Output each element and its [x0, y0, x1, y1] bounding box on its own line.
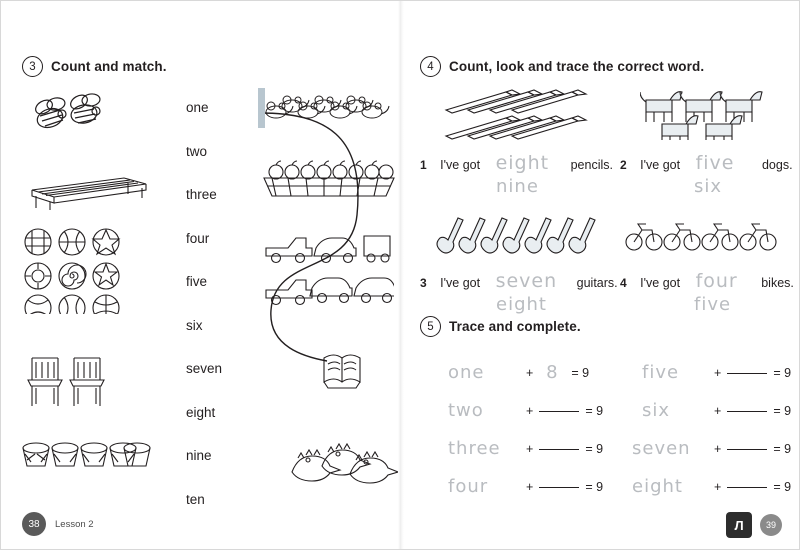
item-4-number: 4	[620, 276, 627, 290]
item-1-noun: pencils.	[570, 158, 613, 172]
word-ten[interactable]: ten	[186, 491, 205, 507]
exercise-5-header	[420, 316, 581, 337]
row-5-word[interactable]: five	[642, 362, 680, 383]
row-6-word[interactable]: six	[642, 400, 671, 421]
row-8-word[interactable]: eight	[632, 476, 683, 497]
word-four[interactable]: four	[186, 230, 210, 246]
row-2-equals: = 9	[585, 403, 604, 418]
item-1-word-correct[interactable]: eight	[495, 152, 550, 174]
mice-illustration	[258, 88, 398, 132]
row-1-equals: = 9	[571, 365, 590, 380]
word-five[interactable]: five	[186, 274, 208, 289]
exercise-5-left-row-2	[448, 400, 603, 421]
exercise-5-left-row-1	[448, 362, 589, 383]
row-3-word[interactable]: three	[448, 438, 501, 459]
exercise-5-right-row-4	[632, 476, 791, 497]
row-5-equals: = 9	[773, 365, 792, 380]
guitars-illustration	[432, 208, 598, 262]
exercise-4-title: Count, look and trace the correct word.	[449, 59, 705, 74]
exercise-3-number: 3	[22, 56, 43, 77]
item-4-word-wrong[interactable]: five	[694, 294, 732, 315]
item-1-number: 1	[420, 158, 427, 172]
item-2-word-correct[interactable]: five	[695, 152, 735, 174]
row-2-answer-blank[interactable]	[539, 410, 579, 412]
item-3-prefix: I've got	[440, 276, 481, 290]
chairs-illustration	[26, 350, 112, 412]
row-7-answer-blank[interactable]	[727, 448, 767, 450]
row-3-equals: = 9	[585, 441, 604, 456]
row-4-answer-blank[interactable]	[539, 486, 579, 488]
exercise-3-title: Count and match.	[51, 59, 167, 74]
row-8-answer-blank[interactable]	[727, 486, 767, 488]
row-6-answer-blank[interactable]	[727, 410, 767, 412]
apples-basket-illustration	[260, 160, 396, 200]
exercise-5-right-row-3	[632, 438, 791, 459]
row-1-answer[interactable]: 8	[546, 362, 559, 383]
bikes-illustration	[624, 212, 782, 260]
row-7-equals: = 9	[773, 441, 792, 456]
item-2-word-wrong[interactable]: six	[694, 176, 723, 197]
item-4-prefix: I've got	[640, 276, 681, 290]
drums-illustration	[20, 438, 160, 482]
row-6-equals: = 9	[773, 403, 792, 418]
right-page-number: 39	[760, 514, 782, 536]
item-3-number: 3	[420, 276, 427, 290]
row-8-plus: +	[714, 479, 722, 494]
row-5-plus: +	[714, 365, 722, 380]
word-six[interactable]: six	[186, 317, 203, 333]
item-2-prefix: I've got	[640, 158, 681, 172]
exercise-4-number: 4	[420, 56, 441, 77]
row-1-plus: +	[526, 365, 534, 380]
row-6-plus: +	[714, 403, 722, 418]
word-nine[interactable]: nine	[186, 448, 212, 463]
exercise-5-left-row-4	[448, 476, 603, 497]
word-eight[interactable]: eight	[186, 404, 216, 420]
item-4-word-correct[interactable]: four	[695, 270, 738, 292]
row-4-plus: +	[526, 479, 534, 494]
word-three[interactable]: three	[186, 187, 217, 202]
word-seven[interactable]: seven	[186, 361, 223, 376]
bees-illustration	[22, 90, 112, 138]
dogs-illustration	[640, 82, 786, 140]
row-8-equals: = 9	[773, 479, 792, 494]
publisher-logo: Л	[726, 512, 752, 538]
exercise-3-header	[22, 56, 167, 77]
item-4-noun: bikes.	[761, 276, 794, 290]
exercise-5-number: 5	[420, 316, 441, 337]
cars-illustration	[262, 228, 394, 306]
pencils-illustration	[444, 88, 594, 140]
exercise-4-item-3	[420, 270, 618, 292]
row-1-word[interactable]: one	[448, 362, 485, 383]
item-1-word-wrong[interactable]: nine	[496, 176, 539, 197]
word-two[interactable]: two	[186, 143, 208, 159]
item-3-word-correct[interactable]: seven	[495, 270, 558, 292]
row-4-word[interactable]: four	[448, 476, 489, 497]
row-3-plus: +	[526, 441, 534, 456]
balls-illustration	[20, 226, 140, 314]
crocodiles-illustration	[288, 438, 398, 486]
bench-illustration	[20, 168, 150, 210]
item-2-noun: dogs.	[761, 158, 793, 172]
book-illustration	[320, 348, 364, 390]
left-page-footer	[22, 512, 94, 536]
exercise-5-right-row-2	[642, 400, 791, 421]
row-7-plus: +	[714, 441, 722, 456]
left-page-number: 38	[22, 512, 46, 536]
exercise-4-item-2	[620, 152, 793, 174]
row-5-answer-blank[interactable]	[727, 372, 767, 374]
item-2-number: 2	[620, 158, 627, 172]
lesson-label: Lesson 2	[55, 518, 94, 530]
exercise-4-item-1	[420, 152, 613, 174]
page-gutter	[398, 0, 404, 550]
item-3-word-wrong[interactable]: eight	[496, 294, 547, 315]
right-page-footer	[726, 512, 782, 538]
exercise-4-header	[420, 56, 704, 77]
row-4-equals: = 9	[585, 479, 604, 494]
row-3-answer-blank[interactable]	[539, 448, 579, 450]
row-7-word[interactable]: seven	[632, 438, 691, 459]
word-one[interactable]: one	[186, 100, 209, 115]
item-3-noun: guitars.	[576, 276, 618, 290]
item-1-prefix: I've got	[440, 158, 481, 172]
row-2-word[interactable]: two	[448, 400, 484, 421]
exercise-5-title: Trace and complete.	[449, 319, 581, 334]
exercise-4-item-4	[620, 270, 794, 292]
exercise-5-right-row-1	[642, 362, 791, 383]
row-2-plus: +	[526, 403, 534, 418]
exercise-5-left-row-3	[448, 438, 603, 459]
